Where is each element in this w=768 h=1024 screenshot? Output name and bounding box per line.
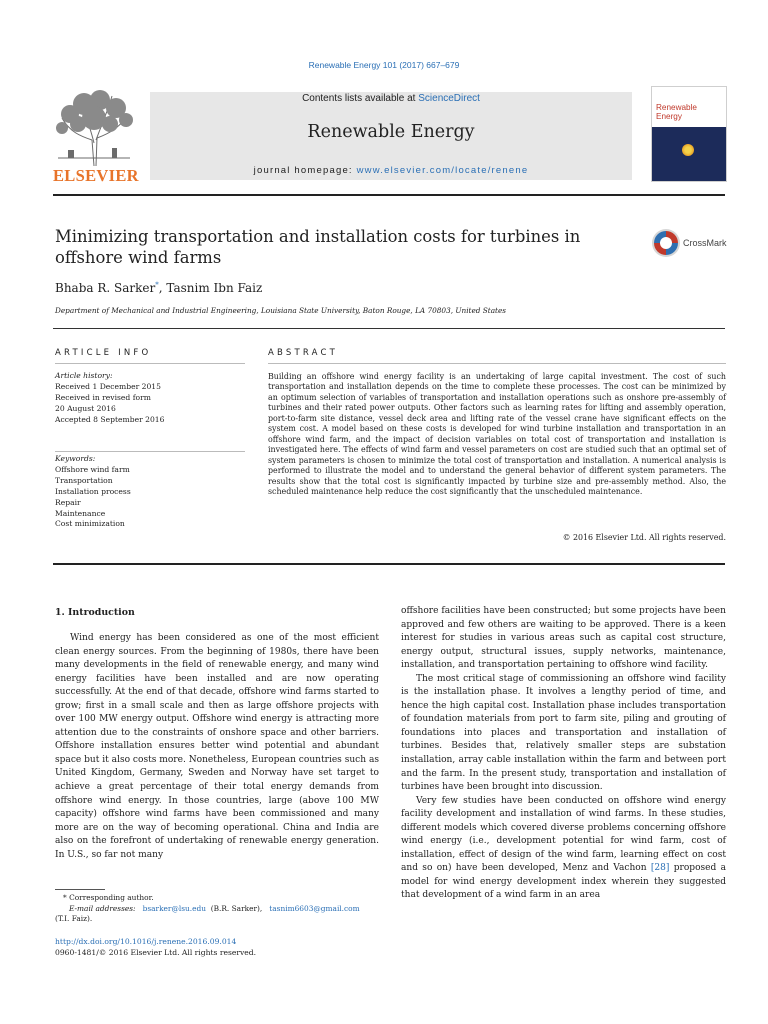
keyword-item: Cost minimization [55, 519, 125, 529]
keyword-item: Repair [55, 497, 81, 507]
article-info-rule [55, 363, 245, 364]
keyword-item: Installation process [55, 486, 131, 496]
contents-available [150, 93, 632, 104]
keywords-rule [55, 451, 245, 452]
section-heading-introduction: 1. Introduction [55, 607, 135, 618]
keyword-item: Offshore wind farm [55, 464, 130, 474]
affiliation-rule [53, 328, 725, 329]
cover-title-line1: Renewable [656, 103, 697, 112]
article-info-heading: ARTICLE INFO [55, 348, 152, 358]
history-item: Received in revised form [55, 392, 151, 402]
journal-title: Renewable Energy [307, 122, 475, 142]
corresponding-author-note [55, 893, 379, 904]
affiliation: Department of Mechanical and Industrial Engineering, Louisiana State University, Baton Rouge, LA 70803, United States [55, 306, 507, 315]
paragraph: The most critical stage of commissioning an offshore wind facility is the installation phase. It involves a lengthy period of time, and hence the high capital cost. Installation phase includes transportation of foundation materials from port to farm site, piling and grouting of foundations into places and transportation and installation of turbines. Besides that, relatively smaller steps are substation installation, array cable installation within the farm and between port and the farm. In the present study, transportation and installation of turbines have been brought into discussion. [401, 673, 726, 793]
crossmark-icon [651, 228, 681, 258]
paragraph: offshore facilities have been constructed; but some projects have been approved and few others are waiting to be approved. There is a keen interest for studies in various areas such as capital cost structure, energy output, structural issues, supply networks, maintenance, installation, and transportation pertaining to offshore wind facility. [401, 606, 726, 671]
keyword-item: Transportation [55, 475, 113, 485]
paper-title-line2: offshore wind farms [55, 248, 222, 267]
keyword-item: Maintenance [55, 508, 106, 518]
author-separator: , [158, 281, 167, 295]
journal-homepage [150, 165, 632, 176]
paragraph [401, 795, 726, 903]
elsevier-wordmark: ELSEVIER [53, 166, 139, 185]
corresponding-mark[interactable]: * [155, 281, 159, 289]
cover-title-line2: Energy [656, 112, 682, 121]
history-item: 20 August 2016 [55, 403, 116, 413]
abstract-text: Building an offshore wind energy facility is an undertaking of large capital investment. The cost of such transportation and installation depends on the time to complete these processes. The cost can be minimized by an optimum selection of variables of transportation and installation operations such as onshore pre-assembly of turbines and their rated power outputs. Other factors such as learning rates for lifting and assembly operation, port-to-farm site distance, vessel deck area and lifting rate of the vessel crane have significant effects on the system cost. A model based on these costs is developed for wind turbine installation and transportation in an offshore wind farm, and the impact of decision variables on total cost of transportation and installation is investigated here. The effects of wind farm and vessel parameters on cost are studied such that an optimal set of system parameters is chosen to minimize the total cost of transportation and installation. A numerical analysis is performed to illustrate the model and to understand the general behavior of different system parameters. The results show that the total cost is significantly impacted by turbine size and pre-assembly method. Also, the scheduled maintenance help reduce the cost significantly that the unscheduled maintenance. [268, 372, 726, 496]
doi-link[interactable]: http://dx.doi.org/10.1016/j.renene.2016.09.014 [55, 937, 237, 946]
abstract-heading: ABSTRACT [268, 348, 339, 358]
history-label: Article history: [55, 371, 113, 380]
journal-cover-thumbnail [651, 86, 727, 182]
footnote-rule [55, 889, 105, 890]
email-link-2[interactable]: tasnim6603@gmail.com [269, 903, 360, 913]
email-owner-2: (T.I. Faiz). [55, 914, 93, 924]
paragraph: Wind energy has been considered as one of the most efficient clean energy sources. From the beginning of 1980s, there have been many developments in the field of renewable energy, and many wind energy facilities have been installed and are now operating successfully. At the end of that decade, offshore wind farms started to grow; first in a small scale and then as large offshore projects with over 100 MW energy output. Offshore wind energy is attracting more attention due to the constraints of onshore space and other barriers. Offshore installation ensures better wind potential and abundant space but it also costs more. Nonetheless, European countries such as United Kingdom, Germany, Sweden and Norway have set target to achieve a great percentage of their total energy demands from offshore wind energy. In those countries, large (above 100 MW capacity) offshore wind farms have been commissioned and many more are on the way of becoming operational. China and India are also on the forefront of undertaking of renewable energy generation. In U.S., so far not many [55, 633, 379, 860]
cover-title [656, 103, 697, 121]
email-line [55, 904, 379, 915]
homepage-prefix: journal homepage: [253, 165, 357, 176]
email-label: E-mail addresses: [69, 903, 136, 913]
left-column [55, 632, 379, 862]
homepage-link[interactable]: www.elsevier.com/locate/renene [356, 165, 529, 176]
issn-copyright: 0960-1481/© 2016 Elsevier Ltd. All rights reserved. [55, 947, 257, 957]
author-list [55, 281, 262, 295]
sciencedirect-link[interactable]: ScienceDirect [418, 93, 480, 104]
crossmark-label: CrossMark [683, 238, 727, 248]
journal-citation[interactable]: Renewable Energy 101 (2017) 667–679 [308, 60, 460, 70]
crossmark-badge[interactable] [651, 228, 727, 260]
doi-block [55, 937, 256, 958]
author-1: Bhaba R. Sarker [55, 281, 156, 295]
abstract-copyright: © 2016 Elsevier Ltd. All rights reserved. [562, 533, 726, 542]
history-item: Accepted 8 September 2016 [55, 414, 165, 424]
header-rule [53, 194, 725, 196]
paper-title [55, 226, 615, 268]
author-2: Tasnim Ibn Faiz [166, 281, 263, 295]
article-history [55, 371, 245, 426]
reference-link[interactable]: [28] [650, 863, 670, 874]
paragraph-text: proposed a model for wind energy development index wherein they suggested that development of a wind farm in an area [401, 863, 726, 901]
right-column [401, 605, 726, 903]
abstract-rule [268, 363, 726, 364]
paragraph-text: Very few studies have been conducted on offshore wind energy facility development and installation of wind farms. In these studies, different models which covered diverse problems concerning offshore wind energy (i.e., development potential for wind farm, cost of installation, effect of design of the wind farm, learning effect on cost and so on) have been developed, Menz and Vachon [401, 795, 726, 874]
keywords-block [55, 454, 245, 530]
abstract-end-rule [53, 563, 725, 565]
paper-title-line1: Minimizing transportation and installation costs for turbines in [55, 227, 581, 246]
footnote [55, 893, 379, 925]
footnote-mark: * [63, 893, 67, 902]
email-owner-1: (B.R. Sarker), [210, 903, 263, 913]
email-link-1[interactable]: bsarker@lsu.edu [142, 903, 206, 913]
cover-emblem [682, 144, 694, 156]
keywords-label: Keywords: [55, 454, 96, 463]
history-item: Received 1 December 2015 [55, 381, 161, 391]
contents-prefix: Contents lists available at [302, 93, 419, 104]
corresponding-author-label: Corresponding author. [69, 893, 154, 902]
